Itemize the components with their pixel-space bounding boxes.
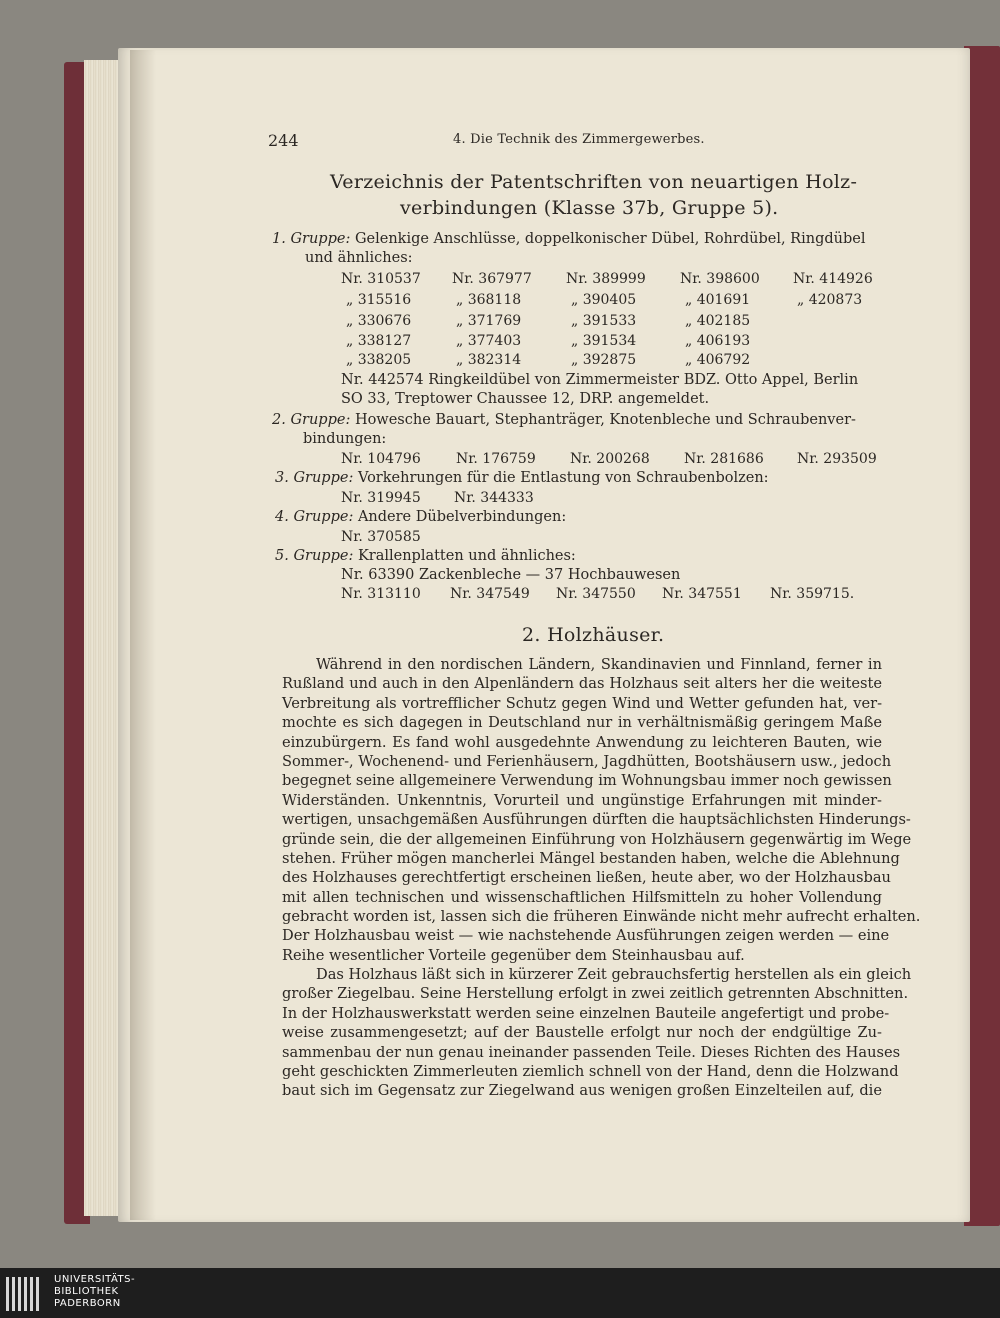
group-description-cont: und ähnliches: <box>305 250 413 266</box>
text-line: wertigen, unsachgemäßen Ausführungen dürften die hauptsächlichsten Hinderungs- <box>282 811 911 829</box>
library-name-line1: UNIVERSITÄTS- <box>54 1274 136 1285</box>
group-2-entry <box>272 411 856 429</box>
library-footer-bar <box>0 1268 1000 1318</box>
group-description: Gelenkige Anschlüsse, doppelkonischer Dübel, Rohrdübel, Ringdübel <box>354 231 866 247</box>
patent-number: Nr. 414926 <box>793 271 873 287</box>
section-title-line2: verbindungen (Klasse 37b, Gruppe 5). <box>400 197 779 219</box>
patent-number: Nr. 176759 <box>456 451 536 467</box>
group-label: 4. Gruppe: <box>275 509 354 525</box>
text-line: Rußland und auch in den Alpenländern das Holzhaus seit alters her die weiteste <box>282 675 882 693</box>
patent-number: „ 406193 <box>685 333 751 349</box>
patent-number: Nr. 104796 <box>341 451 421 467</box>
running-header: 4. Die Technik des Zimmergewerbes. <box>453 132 705 147</box>
patent-number: Nr. 200268 <box>570 451 650 467</box>
section-title-line1: Verzeichnis der Patentschriften von neuartigen Holz- <box>330 171 858 193</box>
patent-number: „ 338205 <box>346 352 412 368</box>
group-description: Andere Dübelverbindungen: <box>357 509 567 525</box>
patent-number: Nr. 319945 <box>341 490 421 506</box>
patent-number: Nr. 367977 <box>452 271 532 287</box>
patent-number: Nr. 347551 <box>662 586 742 602</box>
text-line: Widerständen. Unkenntnis, Vorurteil und ungünstige Erfahrungen mit minder- <box>282 791 882 809</box>
body-paragraph-2 <box>282 965 912 1101</box>
patent-number: Nr. 398600 <box>680 271 760 287</box>
patent-number: „ 402185 <box>685 313 751 329</box>
patent-number: Nr. 370585 <box>341 529 421 545</box>
group-description-cont: bindungen: <box>303 431 387 447</box>
patent-number: Nr. 281686 <box>684 451 764 467</box>
text-line: sammenbau der nun genau ineinander passenden Teile. Dieses Richten des Hauses <box>282 1043 901 1061</box>
patent-number: Nr. 389999 <box>566 271 646 287</box>
patent-number: Nr. 293509 <box>797 451 877 467</box>
group-description: Vorkehrungen für die Entlastung von Schraubenbolzen: <box>357 470 769 486</box>
group-label: 5. Gruppe: <box>275 548 354 564</box>
patent-number: „ 391533 <box>571 313 637 329</box>
group-4-entry <box>275 508 566 526</box>
patent-number: Nr. 347550 <box>556 586 636 602</box>
library-logo-icon <box>6 1275 42 1311</box>
text-line: einzubürgern. Es fand wohl ausgedehnte Anwendung zu leichteren Bauten, wie <box>282 733 882 751</box>
text-line: stehen. Früher mögen mancherlei Mängel bestanden haben, welche die Ablehnung <box>282 849 900 867</box>
text-line: gründe sein, die der allgemeinen Einführung von Holzhäusern gegenwärtig im Wege <box>282 830 912 848</box>
group-description: Howesche Bauart, Stephanträger, Knotenbleche und Schraubenver- <box>354 412 856 428</box>
page-gutter-shadow <box>130 50 156 1220</box>
text-line: Verbreitung als vortrefflicher Schutz gegen Wind und Wetter gefunden hat, ver- <box>282 694 882 712</box>
patent-number: „ 382314 <box>456 352 522 368</box>
text-line: Der Holzhausbau weist — wie nachstehende Ausführungen zeigen werden — eine <box>282 927 890 945</box>
patent-number: Nr. 310537 <box>341 271 421 287</box>
patent-number: „ 392875 <box>571 352 637 368</box>
text-line: Sommer-, Wochenend- und Ferienhäusern, Jagdhütten, Bootshäusern usw., jedoch <box>282 752 892 770</box>
group-description: Krallenplatten und ähnliches: <box>357 548 576 564</box>
group-5-entry <box>275 547 576 565</box>
group-label: 3. Gruppe: <box>275 470 354 486</box>
page-number: 244 <box>268 131 299 150</box>
text-line: des Holzhauses gerechtfertigt erscheinen ließen, heute aber, wo der Holzhausbau <box>282 869 891 887</box>
chapter-heading: 2. Holzhäuser. <box>522 624 665 646</box>
patent-number: Nr. 359715. <box>770 586 855 602</box>
text-line: begegnet seine allgemeinere Verwendung im Wohnungsbau immer noch gewissen <box>282 772 892 790</box>
text-line: geht geschickten Zimmerleuten ziemlich schnell von der Hand, denn die Holzwand <box>282 1062 899 1080</box>
patent-number: Nr. 313110 <box>341 586 421 602</box>
text-line: mochte es sich dagegen in Deutschland nur in verhältnismäßig geringem Maße <box>282 714 882 732</box>
patent-number: „ 401691 <box>685 292 751 308</box>
group-1-entry <box>272 230 865 248</box>
text-line: In der Holzhauswerkstatt werden seine einzelnen Bauteile angefertigt und probe- <box>282 1004 890 1022</box>
patent-note: Nr. 442574 Ringkeildübel von Zimmermeister BDZ. Otto Appel, Berlin <box>341 372 859 388</box>
patent-number: „ 391534 <box>571 333 637 349</box>
group-label: 2. Gruppe: <box>272 412 351 428</box>
patent-number: Nr. 344333 <box>454 490 534 506</box>
patent-number: „ 330676 <box>346 313 412 329</box>
text-line: großer Ziegelbau. Seine Herstellung erfolgt in zwei zeitlich getrennten Abschnitten. <box>282 985 909 1003</box>
patent-number: Nr. 347549 <box>450 586 530 602</box>
text-line: Das Holzhaus läßt sich in kürzerer Zeit gebrauchsfertig herstellen als ein gleich <box>316 966 912 983</box>
library-name-line3: PADERBORN <box>54 1298 121 1309</box>
patent-note-cont: SO 33, Treptower Chaussee 12, DRP. angemeldet. <box>341 391 710 407</box>
group-3-entry <box>275 469 769 487</box>
text-line: mit allen technischen und wissenschaftlichen Hilfsmitteln zu hoher Vollendung <box>282 888 882 906</box>
text-line: baut sich im Gegensatz zur Ziegelwand aus wenigen großen Einzelteilen auf, die <box>282 1082 882 1100</box>
patent-number: „ 420873 <box>797 292 863 308</box>
patent-number: „ 377403 <box>456 333 522 349</box>
text-line: gebracht worden ist, lassen sich die früheren Einwände nicht mehr aufrecht erhalten. <box>282 908 921 926</box>
text-line: weise zusammengesetzt; auf der Baustelle erfolgt nur noch der endgültige Zu- <box>282 1024 882 1042</box>
body-paragraph-1 <box>282 655 921 965</box>
group-label: 1. Gruppe: <box>272 231 351 247</box>
library-name-line2: BIBLIOTHEK <box>54 1286 119 1297</box>
patent-number: „ 368118 <box>456 292 522 308</box>
text-line: Reihe wesentlicher Vorteile gegenüber dem Steinhausbau auf. <box>282 946 745 964</box>
patent-number: „ 390405 <box>571 292 637 308</box>
patent-note: Nr. 63390 Zackenbleche — 37 Hochbauwesen <box>341 567 681 583</box>
patent-number: „ 338127 <box>346 333 412 349</box>
text-line: Während in den nordischen Ländern, Skandinavien und Finnland, ferner in <box>316 656 882 673</box>
patent-number: „ 371769 <box>456 313 522 329</box>
patent-number: „ 315516 <box>346 292 412 308</box>
patent-number: „ 406792 <box>685 352 751 368</box>
